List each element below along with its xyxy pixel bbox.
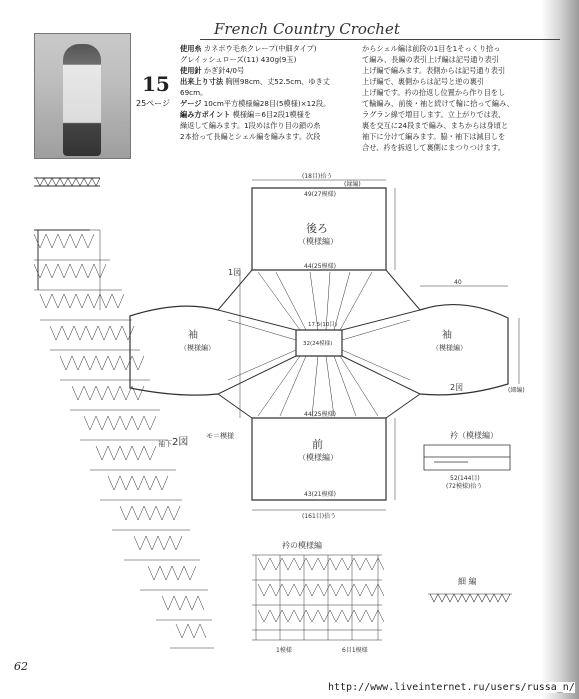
howto-4: からシェル編は前段の1目を1そっくり拾っ [362, 44, 501, 53]
page-reference: 25ページ [136, 99, 171, 108]
size-label: 出来上り寸法 [180, 77, 224, 86]
collar-title: 衿（模様編） [450, 431, 498, 440]
size-value: 胸囲98cm、丈52.5cm、ゆき丈 [225, 77, 330, 86]
collar-pattern-repeat-b: 6目1模様 [342, 647, 368, 654]
yarn-label: 使用糸 [180, 44, 202, 53]
yarn-color: グレイッシュローズ(11) 430g(9玉) [180, 55, 297, 64]
right-sleeve-title: 袖 [442, 330, 452, 341]
howto-8: 上げ編です。衿の拾返し位置から作り目をし [362, 88, 506, 97]
howto-12: 袖下に分けて編みます。脇・袖下は減目しを [362, 132, 506, 141]
sleeve-length: 40 [454, 279, 462, 286]
howto-3: 2本拾って長編とシェル編を編みます。次段 [180, 132, 321, 141]
gauge-label: ゲージ [180, 99, 202, 108]
collar-dim-sub: (72模様)拾う [446, 483, 483, 490]
figure-2-label: 2図 [450, 383, 464, 392]
figure-1-label: 1図 [228, 268, 242, 277]
yarn-value: カネボウ毛糸クレープ(中細タイプ) [203, 44, 317, 53]
dim-top-pickup: (18目)拾う [302, 173, 333, 180]
howto-label: 編み方ポイント [180, 110, 231, 119]
dim-edge: (縁編) [344, 181, 361, 188]
hook-label: 使用針 [180, 66, 202, 75]
back-subtitle: （模様編） [298, 237, 338, 246]
page-number: 62 [14, 660, 28, 673]
left-sleeve-title: 袖 [188, 330, 198, 341]
size-value-2: 69cm。 [180, 88, 208, 97]
howto-5: て編み、長編の表引上げ編は記号通り表引 [362, 55, 499, 64]
howto-11: 裏を交互に24段まで編み、まちからは身頃と [362, 121, 509, 130]
dim-neck-2: 17.5(10目) [308, 322, 338, 328]
left-sleeve-subtitle: （模様編） [180, 344, 215, 352]
howto-10: ラグラン線で増目します。立上がりでは表、 [362, 110, 506, 119]
sleeve-under-label: 袖下 [158, 440, 172, 448]
right-sleeve-subtitle: （模様編） [432, 344, 467, 352]
dim-front-width: 43(21模様) [304, 491, 336, 498]
howto-13: 合せ、衿を拆返して裏側にまつりつけます。 [362, 143, 505, 152]
collar-dim: 52(144目) [450, 475, 480, 482]
sleeve-stitch-chart [34, 178, 214, 648]
collar-pattern-title: 衿の模様編 [282, 541, 322, 550]
howto-6: 上げ編で編みます。表側からは記号通り表引 [362, 66, 506, 75]
cuff-label: (細編) [508, 387, 525, 394]
dim-bottom-pickup: (161目)拾う [302, 513, 337, 520]
edging-chart [428, 594, 512, 602]
hook-value: かぎ針4/0号 [203, 66, 245, 75]
dim-mid-width: 44(25模様) [304, 263, 336, 270]
collar-pattern-chart [252, 555, 384, 640]
dim-mid-width-front: 44(25模様) [304, 411, 336, 418]
pattern-number: 15 [142, 72, 170, 96]
edging-title: 細 編 [458, 577, 477, 586]
dim-back-width: 49(27模様) [304, 191, 336, 198]
howto-2: 繰返して編みます。1段めは作り目の鎖の糸 [180, 121, 321, 130]
front-title: 前 [312, 438, 323, 451]
figure-2-chart-label: 2図 [172, 437, 189, 448]
pattern-note: モ＝模様 [206, 432, 234, 440]
dim-neck: 32(24模様) [303, 341, 333, 347]
howto-7: 上げ編で、裏側からは記号と逆の裏引 [362, 77, 485, 86]
howto-9: て輪編み、前後・袖と続けて輪に拾って編み、 [362, 99, 514, 108]
collar-pattern-repeat-a: 1模様 [276, 647, 292, 654]
howto-1: 模様編＝6目2段1模様を [232, 110, 312, 119]
gauge-value: 10cm平方模様編28目(5模様)×12段。 [203, 99, 331, 108]
page-header-title: French Country Crochet [214, 20, 400, 38]
collar-piece [424, 445, 510, 470]
front-subtitle: （模様編） [298, 453, 338, 462]
source-url[interactable]: http://www.liveinternet.ru/users/russa_n/ [328, 682, 575, 693]
back-title: 後ろ [306, 222, 328, 235]
